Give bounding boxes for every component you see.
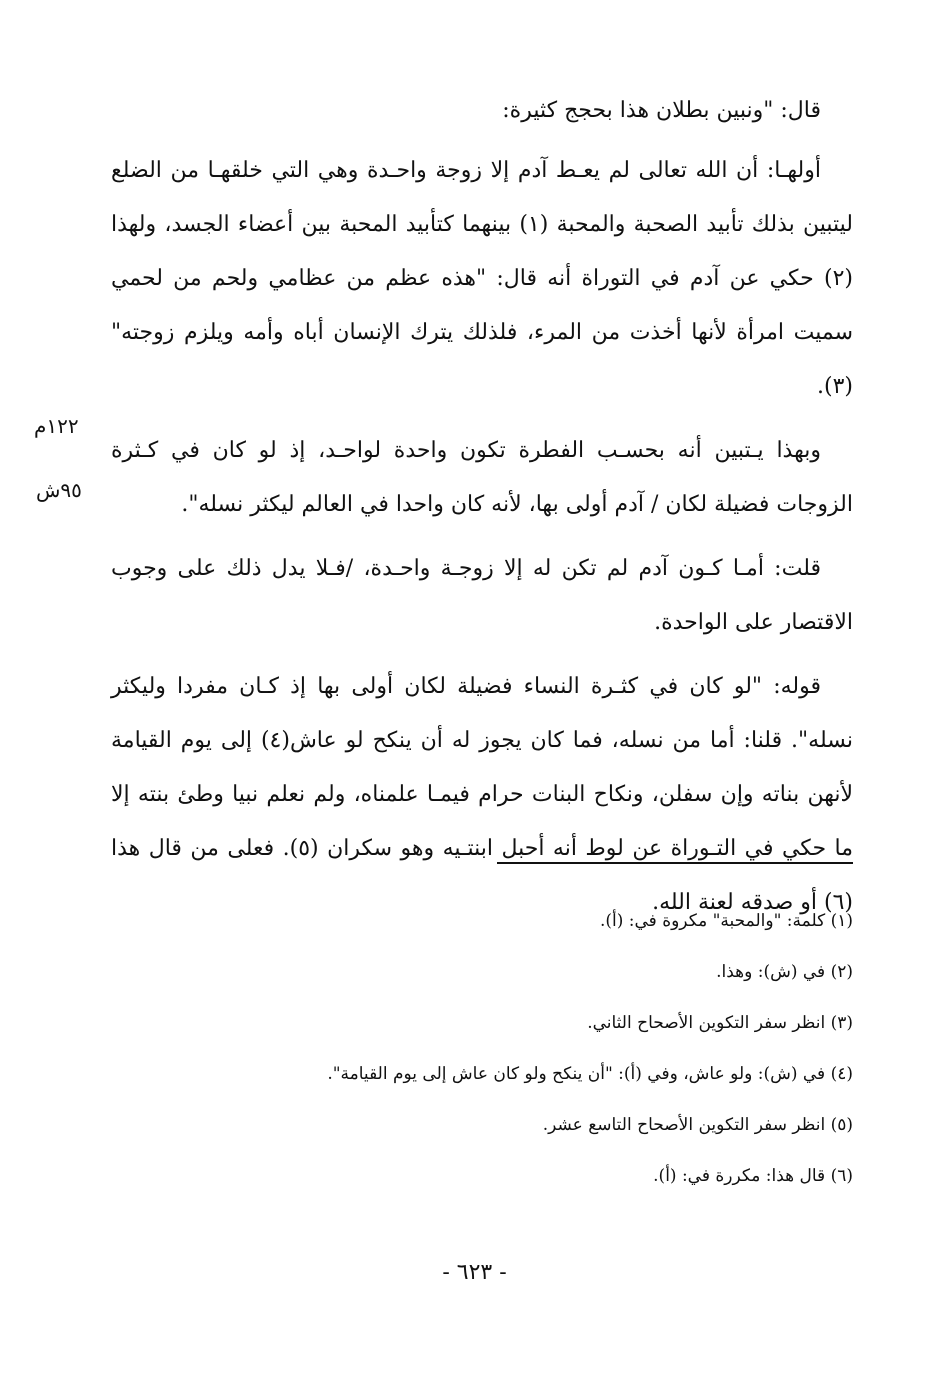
main-text [111, 84, 853, 940]
paragraph-intro: قال: "ونبين بطلان هذا بحجج كثيرة: [502, 98, 821, 123]
paragraph-first-argument: أولهـا: أن الله تعالى لم يعـط آدم إلا زوجة واحـدة وهي التي خلقهـا من الضلع ليتبين بذلك تأبيد الصحبة والمحبة (١) بينهما كتأبيد المحبة بين أعضاء الجسد، ولهذا (٢) حكي عن آدم في التوراة أنه قال: "هذه عظم من عظامي ولحم من لحمي سميت امرأة لأنها أخذت من المرء، فلذلك يترك الإنسان أباه وأمه ويلزم زوجته"(٣). [111, 158, 853, 399]
footnote-divider [497, 862, 853, 864]
margin-note-manuscript-122: ١٢٢م [34, 414, 79, 438]
footnote-5: (٥) انظر سفر التكوين الأصحاح التاسع عشر. [542, 1115, 853, 1135]
paragraph-rebuttal: قوله: "لو كان في كثـرة النساء فضيلة لكان أولى بها إذ كـان مفردا وليكثر نسله". قلنا: أما من نسله، فما كان يجوز له أن ينكح لو عاش(٤) إلى يوم القيامة لأنهن بناته وإن سفلن، ونكاح البنات حرام فيمـا علمناه، ولم نعلم نبيا وطئ بنته إلا ما حكي في التـوراة عن لوط أنه أحبل ابنتـيه وهو سكران (٥). فعلى من قال هذا (٦) أو صدقه لعنة الله. [111, 674, 854, 915]
margin-note-manuscript-95: ٩٥ش [36, 478, 82, 502]
footnote-6: (٦) قال هذا: مكررة في: (أ). [653, 1166, 853, 1186]
footnote-3: (٣) انظر سفر التكوين الأصحاح الثاني. [587, 1013, 853, 1033]
paragraph-response: قلت: أمـا كـون آدم لم تكن له إلا زوجـة واحـدة، /فـلا يدل ذلك على وجوب الاقتصار على الواحدة. [111, 556, 853, 635]
footnote-1: (١) كلمة: "والمحبة" مكروة في: (أ). [599, 911, 853, 931]
footnotes [111, 896, 853, 1202]
footnote-2: (٢) في (ش): وهذا. [716, 962, 853, 982]
footnote-4: (٤) في (ش): ولو عاش، وفي (أ): "أن ينكح ولو كان عاش إلى يوم القيامة". [327, 1064, 853, 1084]
page-number: - ٦٢٣ - [442, 1260, 507, 1285]
paragraph-second-argument: وبهذا يـتبين أنه بحسـب الفطرة تكون واحدة لواحـد، إذ لو كان في كـثرة الزوجات فضيلة لكان / آدم أولى بها، لأنه كان واحدا في العالم ليكثر نسله". [111, 438, 853, 517]
